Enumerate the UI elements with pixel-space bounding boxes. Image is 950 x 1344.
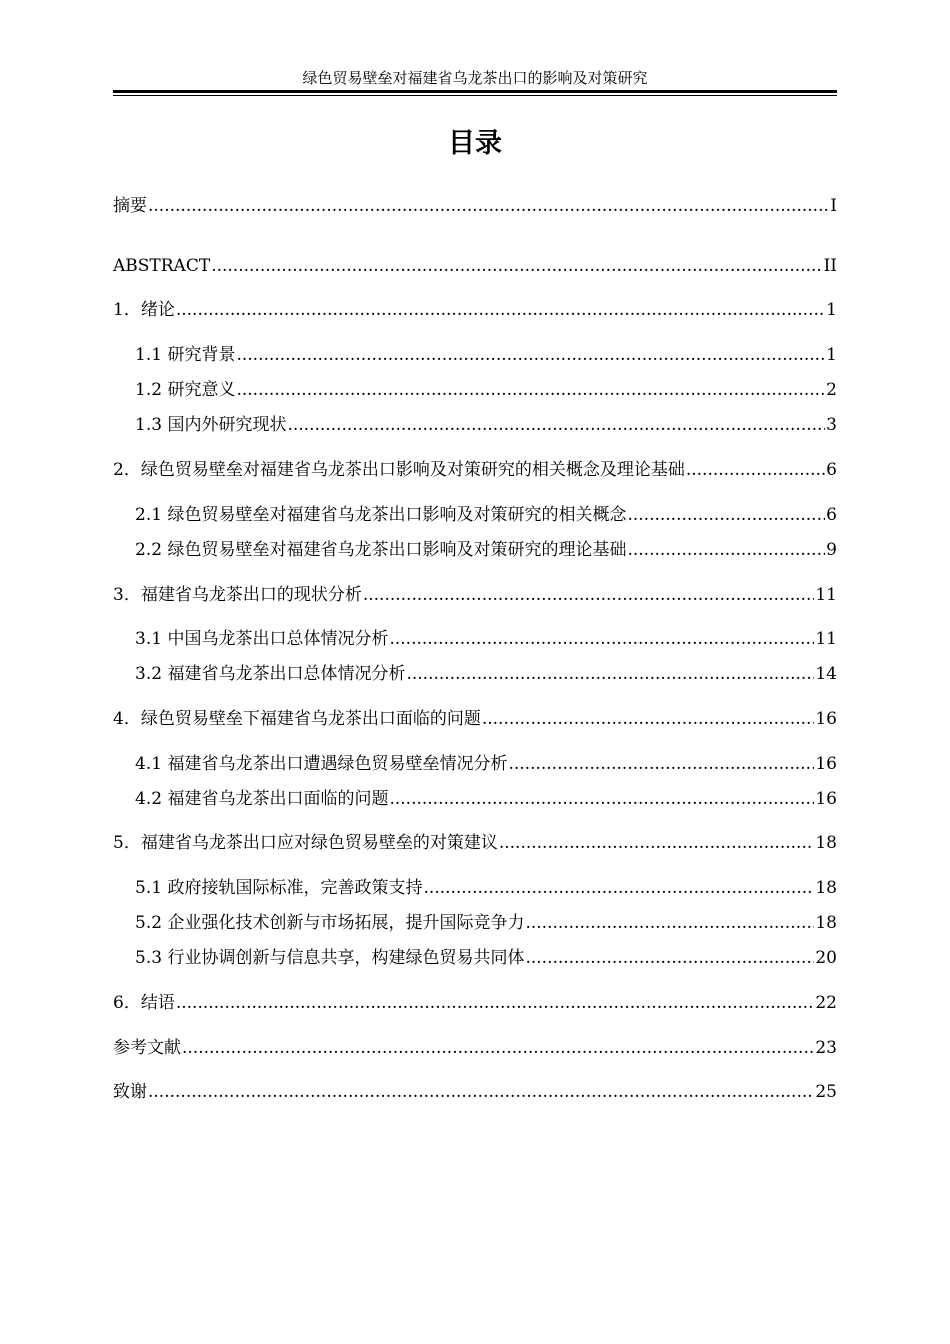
toc-leader [508, 751, 814, 777]
toc-label: 5.1 政府接轨国际标准，完善政策支持 [135, 878, 423, 898]
toc-leader [176, 297, 825, 323]
toc-entry-acknowledgements[interactable] [113, 1079, 837, 1105]
toc-label: 2.2 绿色贸易壁垒对福建省乌龙茶出口影响及对策研究的理论基础 [135, 540, 627, 560]
toc-leader [686, 457, 825, 483]
toc-label: 4．绿色贸易壁垒下福建省乌龙茶出口面临的问题 [113, 709, 481, 729]
toc-leader [627, 502, 825, 528]
toc-label: 摘要 [113, 196, 147, 216]
toc-leader [236, 342, 825, 368]
toc-page-number: 6 [826, 460, 837, 480]
toc-entry-section-1-3[interactable] [135, 412, 837, 438]
toc-entry-section-4-2[interactable] [135, 786, 837, 812]
running-header: 绿色贸易壁垒对福建省乌龙茶出口的影响及对策研究 [302, 69, 648, 87]
toc-page-number: 1 [826, 300, 837, 320]
toc-page-number: 18 [815, 913, 837, 933]
toc-label: 1.3 国内外研究现状 [135, 415, 287, 435]
toc-entry-abstract-en[interactable] [113, 253, 837, 279]
toc-leader [148, 1079, 814, 1105]
toc-page-number: 16 [815, 754, 837, 774]
toc-label: 参考文献 [113, 1038, 181, 1058]
toc-label: 5.2 企业强化技术创新与市场拓展，提升国际竞争力 [135, 913, 525, 933]
toc-leader [389, 626, 814, 652]
toc-entry-references[interactable] [113, 1035, 837, 1061]
toc-entry-section-3-1[interactable] [135, 626, 837, 652]
toc-page-number: 11 [815, 585, 837, 605]
toc-entry-section-1-1[interactable] [135, 342, 837, 368]
toc-page-number: 1 [826, 345, 837, 365]
page-title: 目录 [448, 128, 502, 159]
toc-leader [236, 377, 825, 403]
toc-entry-chapter-3[interactable] [113, 582, 837, 608]
toc-label: 4.2 福建省乌龙茶出口面临的问题 [135, 789, 389, 809]
toc-leader [287, 412, 825, 438]
header-rule-thin [113, 95, 837, 96]
toc-page-number: II [823, 256, 837, 276]
toc-leader [406, 661, 814, 687]
toc-entry-section-5-2[interactable] [135, 910, 837, 936]
toc-page-number: 22 [815, 993, 837, 1013]
toc-leader [182, 1035, 814, 1061]
toc-entry-chapter-1[interactable] [113, 297, 837, 323]
toc-leader [148, 193, 829, 219]
toc-label: 2．绿色贸易壁垒对福建省乌龙茶出口影响及对策研究的相关概念及理论基础 [113, 460, 685, 480]
toc-entry-section-5-1[interactable] [135, 875, 837, 901]
toc-label: 5．福建省乌龙茶出口应对绿色贸易壁垒的对策建议 [113, 833, 498, 853]
toc-entry-chapter-6[interactable] [113, 990, 837, 1016]
toc-page-number: 9 [826, 540, 837, 560]
toc-label: 2.1 绿色贸易壁垒对福建省乌龙茶出口影响及对策研究的相关概念 [135, 505, 627, 525]
toc-label: 致谢 [113, 1082, 147, 1102]
toc-page-number: 25 [815, 1082, 837, 1102]
toc-label: 1．绪论 [113, 300, 175, 320]
toc-leader [525, 910, 814, 936]
toc-entry-abstract-cn[interactable] [113, 193, 837, 219]
toc-page-number: 14 [815, 664, 837, 684]
toc-page-number: 16 [815, 789, 837, 809]
toc-leader [525, 945, 814, 971]
toc-entry-section-5-3[interactable] [135, 945, 837, 971]
header-rule [113, 90, 837, 93]
toc-label: 3．福建省乌龙茶出口的现状分析 [113, 585, 362, 605]
toc-label: 6．结语 [113, 993, 175, 1013]
toc-entry-chapter-4[interactable] [113, 706, 837, 732]
toc-page-number: 11 [815, 629, 837, 649]
toc-leader [211, 253, 822, 279]
toc-entry-chapter-2[interactable] [113, 457, 837, 483]
toc-label: 4.1 福建省乌龙茶出口遭遇绿色贸易壁垒情况分析 [135, 754, 508, 774]
toc-leader [499, 830, 815, 856]
toc-leader [389, 786, 814, 812]
toc-page-number: 23 [815, 1038, 837, 1058]
toc-label: ABSTRACT [113, 256, 211, 276]
toc-entry-section-2-1[interactable] [135, 502, 837, 528]
toc-label: 1.1 研究背景 [135, 345, 236, 365]
toc-entry-section-4-1[interactable] [135, 751, 837, 777]
toc-page-number: 18 [815, 878, 837, 898]
toc-page-number: 2 [826, 380, 837, 400]
toc-leader [363, 582, 815, 608]
toc-leader [176, 990, 815, 1016]
toc-entry-chapter-5[interactable] [113, 830, 837, 856]
toc-leader [482, 706, 815, 732]
toc-label: 3.1 中国乌龙茶出口总体情况分析 [135, 629, 389, 649]
toc-entry-section-1-2[interactable] [135, 377, 837, 403]
toc-page-number: 16 [815, 709, 837, 729]
toc-label: 3.2 福建省乌龙茶出口总体情况分析 [135, 664, 406, 684]
toc-label: 1.2 研究意义 [135, 380, 236, 400]
toc-page-number: 18 [815, 833, 837, 853]
toc-page-number: 20 [815, 948, 837, 968]
toc-page-number: I [830, 196, 837, 216]
toc-entry-section-2-2[interactable] [135, 537, 837, 563]
toc-entry-section-3-2[interactable] [135, 661, 837, 687]
toc-page-number: 3 [826, 415, 837, 435]
toc-label: 5.3 行业协调创新与信息共享，构建绿色贸易共同体 [135, 948, 525, 968]
toc-page-number: 6 [826, 505, 837, 525]
toc-leader [423, 875, 814, 901]
toc-leader [627, 537, 825, 563]
